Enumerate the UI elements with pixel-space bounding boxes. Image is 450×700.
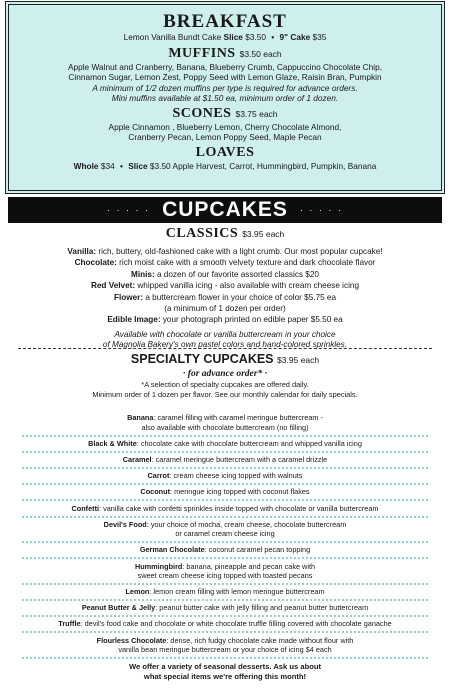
classics-title: CLASSICS [165, 226, 239, 241]
list-item [8, 518, 442, 542]
bullet-dot: • [120, 161, 123, 172]
scones-title: SCONES [172, 106, 232, 122]
banner-dots-right: · · · · · [299, 205, 343, 215]
bundt-slice-label: Slice [223, 32, 243, 42]
list-item [8, 585, 442, 599]
classics-item [8, 292, 442, 303]
footer-note-1: We offer a variety of seasonal desserts. Ask us about [128, 662, 322, 672]
classics-note-2: of Magnolia Bakery's own pastel colors and hand-colored sprinkles. [102, 340, 348, 350]
list-item [8, 543, 442, 557]
muffins-flavors-1: Apple Walnut and Cranberry, Banana, Blueberry Crumb, Cappuccino Chocolate Chip, [67, 62, 383, 73]
list-item [8, 437, 442, 451]
muffins-heading [9, 46, 441, 62]
classics-item-desc: (a minimum of 1 dozen per order) [164, 304, 286, 314]
classics-item-desc: your photograph printed on edible paper $5.50 ea [160, 315, 343, 325]
item-desc: : caramel filling with caramel meringue buttercream - [153, 413, 323, 423]
item-name: Peanut Butter & Jelly [81, 603, 156, 613]
item-desc: : banana, pineapple and pecan cake with [182, 561, 316, 571]
item-desc: : dense, rich fudgy chocolate cake made without flour with [166, 635, 354, 645]
loaves-whole-label: Whole [73, 161, 99, 172]
muffins-price: $3.50 each [239, 49, 282, 60]
item-desc: : your choice of mocha, cream cheese, chocolate buttercream [146, 519, 347, 529]
item-desc: : meringue icing topped with coconut flakes [170, 487, 310, 497]
classics-heading [8, 226, 442, 242]
muffins-note-1: A minimum of 1/2 dozen muffins per type is required for advance orders. [92, 82, 358, 93]
list-item [8, 501, 442, 515]
item-name: Hummingbird [134, 561, 183, 571]
classics-item-desc: whipped vanilla icing - also available with cream cheese icing [135, 281, 360, 291]
list-item [8, 559, 442, 583]
item-desc: : vanilla cake with confetti sprinkles inside topped with chocolate or vanilla buttercream [99, 503, 379, 513]
item-name: Devil's Food [103, 519, 147, 529]
specialty-note-1: *A selection of specialty cupcakes are offered daily. [141, 380, 309, 389]
item-desc: : chocolate cake with chocolate buttercream and whipped vanilla icing [136, 438, 362, 448]
specialty-heading [8, 352, 442, 368]
banner-dots-left: · · · · · [107, 205, 151, 215]
classics-item-name: Flower: [113, 292, 144, 302]
cupcakes-banner [8, 197, 442, 223]
loaves-line [9, 161, 441, 171]
item-desc: : caramel meringue buttercream with a caramel drizzle [151, 454, 328, 464]
list-item [8, 411, 442, 435]
item-name: Carrot [147, 471, 170, 481]
classics-item-desc: a buttercream flower in your choice of color $5.75 ea [143, 292, 337, 302]
item-desc: : devil's food cake and chocolate or white chocolate truffle filling covered with chocolate ganache [80, 619, 392, 629]
classics-price: $3.95 each [242, 229, 285, 239]
item-name: Lemon [125, 587, 150, 597]
bullet-dot: • [271, 32, 275, 42]
section-divider [18, 348, 432, 349]
item-desc-2: or caramel cream cheese icing [175, 529, 275, 539]
muffins-note-2: Mini muffins available at $1.50 ea, minimum order of 1 dozen. [111, 92, 339, 103]
bundt-name: Lemon Vanilla Bundt Cake [123, 32, 222, 42]
item-desc: : cream cheese icing topped with walnuts [169, 471, 303, 481]
specialty-advance: · for advance order* · [183, 369, 267, 379]
classics-section [8, 226, 442, 351]
loaves-slice-label: Slice [128, 161, 148, 172]
footer-note-2: what special items we're offering this month! [143, 672, 307, 682]
list-item [8, 485, 442, 499]
classics-item-name: Vanilla: [67, 247, 97, 256]
specialty-section [8, 352, 442, 400]
specialty-note-2: Minimum order of 1 dozen per flavor. See our monthly calendar for daily specials. [92, 390, 358, 399]
scones-flavors-2: Cranberry Pecan, Lemon Poppy Seed, Maple Pecan [128, 132, 322, 143]
item-desc-2: vanilla bean meringue buttercream or your choice of icing $4 each [118, 645, 332, 655]
loaves-title: LOAVES [195, 145, 255, 161]
bundt-cake-price: $35 [312, 32, 327, 42]
muffins-title: MUFFINS [168, 46, 236, 62]
bundt-line [9, 32, 441, 42]
loaves-slice-price: $3.50 [149, 161, 171, 172]
scones-heading [9, 106, 441, 122]
item-desc: : peanut butter cake with jelly filling and peanut butter buttercream [155, 603, 369, 613]
classics-item [8, 269, 442, 280]
specialty-title: SPECIALTY CUPCAKES [130, 352, 274, 366]
item-name: Coconut [140, 487, 171, 497]
item-desc: : lemon cream filling with lemon meringue buttercream [149, 587, 325, 597]
classics-item [8, 303, 442, 314]
list-item [8, 469, 442, 483]
loaves-heading [9, 145, 441, 161]
classics-item-desc: rich, buttery, old-fashioned cake with a light crumb. Our most popular cupcake! [96, 247, 383, 256]
classics-item-desc: rich moist cake with a smooth velvety texture and dark chocolate flavor [116, 258, 376, 268]
list-item [8, 633, 442, 657]
item-desc: : coconut caramel pecan topping [204, 545, 311, 555]
classics-item [8, 280, 442, 291]
bundt-slice-price: $3.50 [245, 32, 266, 42]
item-name: Banana [127, 413, 154, 423]
item-name: Caramel [122, 454, 152, 464]
item-desc-2: sweet cream cheese icing topped with toasted pecans [137, 570, 313, 580]
classics-item-name: Minis: [131, 269, 155, 279]
item-name: Confetti [71, 503, 100, 513]
classics-item-name: Chocolate: [74, 258, 117, 268]
item-name: Black & White [88, 438, 137, 448]
muffins-flavors-2: Cinnamon Sugar, Lemon Zest, Poppy Seed with Lemon Glaze, Raisin Bran, Pumpkin [68, 72, 382, 83]
classics-item-desc: a dozen of our favorite assorted classics $20 [154, 269, 319, 279]
classics-item-name: Red Velvet: [90, 281, 136, 291]
loaves-whole-price: $34 [100, 161, 115, 172]
specialty-list [8, 411, 442, 682]
loaves-flavors: Apple Harvest, Carrot, Hummingbird, Pumpkin, Banana [172, 161, 377, 172]
classics-item [8, 246, 442, 257]
breakfast-panel [8, 4, 442, 191]
list-item [8, 617, 442, 631]
classics-item [8, 314, 442, 325]
classics-item-name: Edible Image: [107, 315, 161, 325]
classics-item [8, 257, 442, 268]
item-name: German Chocolate [139, 545, 205, 555]
item-name: Truffle [58, 619, 81, 629]
list-item [8, 453, 442, 467]
item-desc-2: also available with chocolate buttercream (no filling) [141, 422, 309, 432]
cupcakes-title: CUPCAKES [162, 198, 288, 221]
bundt-cake-label: 9" Cake [279, 32, 311, 42]
scones-price: $3.75 each [235, 109, 278, 120]
breakfast-title: BREAKFAST [163, 11, 287, 32]
item-name: Flourless Chocolate [96, 635, 167, 645]
list-item [8, 601, 442, 615]
scones-flavors-1: Apple Cinnamon , Blueberry Lemon, Cherry Chocolate Almond, [108, 122, 342, 133]
classics-note-1: Available with chocolate or vanilla buttercream in your choice [114, 329, 336, 339]
specialty-price: $3.95 each [277, 355, 320, 365]
